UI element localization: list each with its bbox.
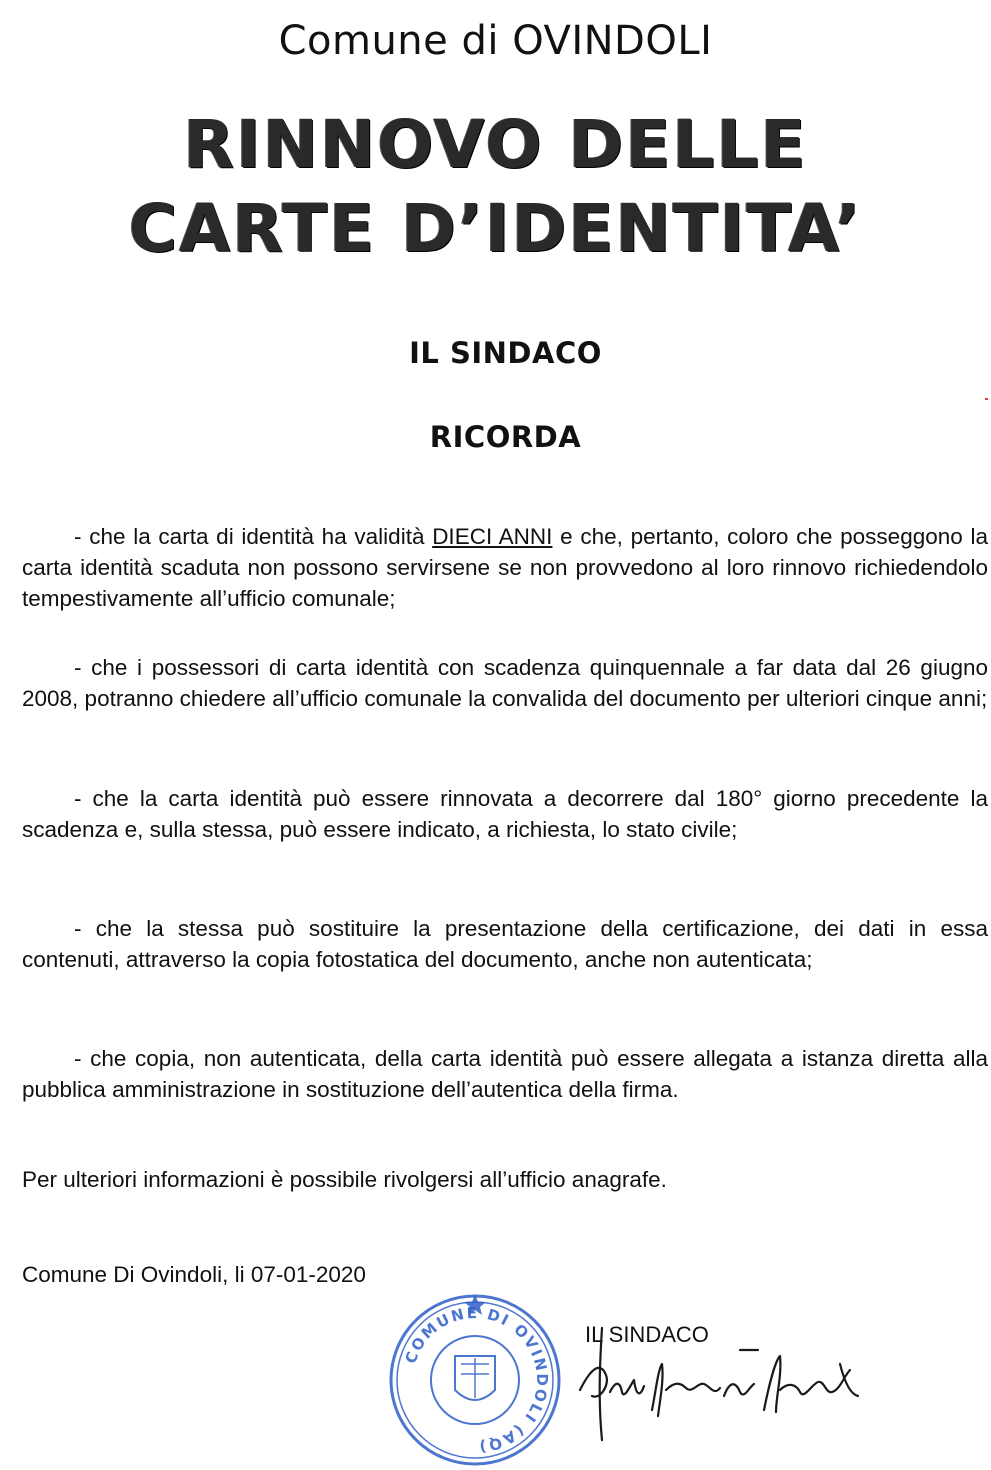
signer-title: IL SINDACO xyxy=(585,1322,709,1347)
info-line: Per ulteriori informazioni è possibile rivolgersi all’ufficio anagrafe. xyxy=(22,1167,667,1192)
municipality-name: Comune di OVINDOLI xyxy=(278,18,713,64)
scan-speck xyxy=(985,398,988,400)
mayor-signature-icon xyxy=(540,1320,880,1460)
paragraph-extension xyxy=(22,652,988,714)
paragraph-validity xyxy=(22,521,988,614)
paragraph-certification-text: - che la stessa può sostituire la presentazione della certificazione, dei dati in essa contenuti, attraverso la copia fotostatica del documento, anche non autenticata; xyxy=(22,916,988,972)
action-heading: RICORDA xyxy=(429,420,582,454)
paragraph-renewal-text: - che la carta identità può essere rinnovata a decorrere dal 180° giorno precedente la scadenza e, sulla stessa, può essere indicato, a richiesta, lo stato civile; xyxy=(22,786,988,842)
paragraph-renewal xyxy=(22,783,988,845)
paragraph-validity-before: - che la carta di identità ha validità xyxy=(74,524,433,549)
svg-text:COMUNE DI OVINDOLI (AQ): COMUNE DI OVINDOLI (AQ) xyxy=(401,1303,552,1457)
paragraph-extension-text: - che i possessori di carta identità con scadenza quinquennale a far data dal 26 giugno 2008, potranno chiedere all’ufficio comunale la convalida del documento per ulteriori cinque anni; xyxy=(22,655,988,711)
title-line-1: RINNOVO DELLE xyxy=(183,106,808,183)
ten-years-emphasis: DIECI ANNI xyxy=(432,524,553,549)
paragraph-certification xyxy=(22,913,988,975)
issuer-heading: IL SINDACO xyxy=(409,336,602,370)
paragraph-validity-after: e che, pertanto, coloro che posseggono la carta identità scaduta non possono servirsene se non provvedono al loro rinnovo richiedendolo tempestivamente all’ufficio comunale; xyxy=(22,524,988,611)
place-date: Comune Di Ovindoli, li 07-01-2020 xyxy=(22,1262,366,1287)
title-line-2: CARTE D’IDENTITA’ xyxy=(128,190,863,267)
paragraph-copy-text: - che copia, non autenticata, della carta identità può essere allegata a istanza diretta alla pubblica amministrazione in sostituzione dell’autentica della firma. xyxy=(22,1046,988,1102)
paragraph-copy xyxy=(22,1043,988,1105)
municipal-stamp-icon xyxy=(385,1290,565,1470)
